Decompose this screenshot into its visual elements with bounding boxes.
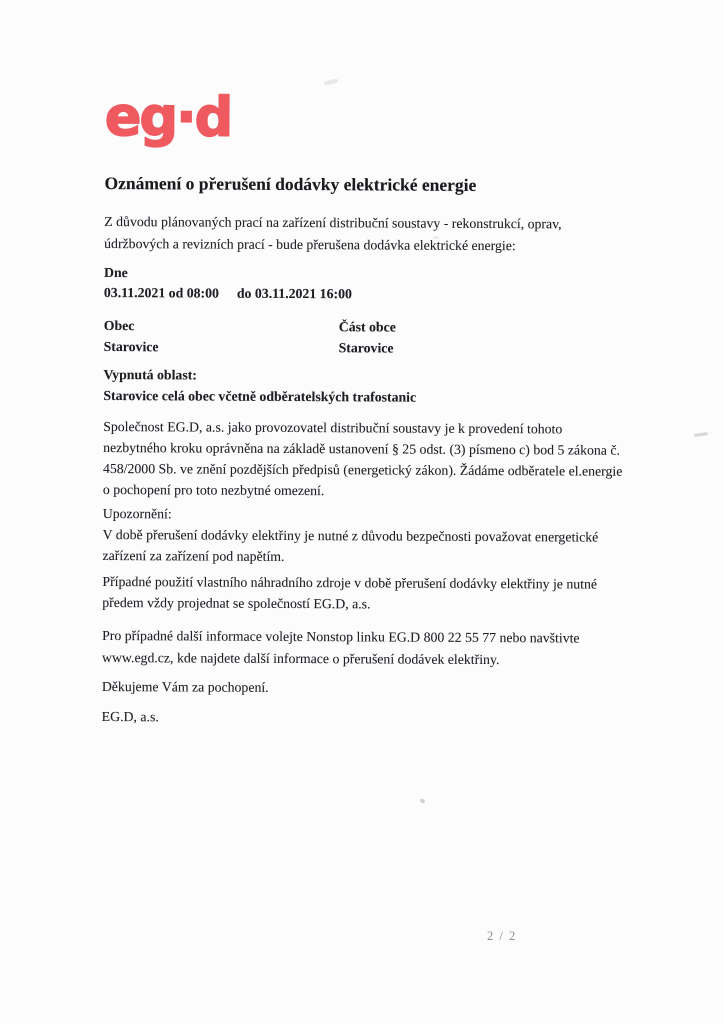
document-title: Oznámení o přerušení dodávky elektrické energie <box>104 172 477 195</box>
info-paragraph <box>102 625 652 671</box>
warning-line: zařízení za zařízení pod napětím. <box>102 547 285 564</box>
generator-line: předem vždy projednat se společností EG.D, a.s. <box>102 594 371 612</box>
thanks-line: Děkujeme Vám za pochopení. <box>101 678 269 695</box>
outage-area-value: Starovice celá obec včetně odběratelských trafostanic <box>103 387 417 405</box>
outage-area-label: Vypnutá oblast: <box>103 366 197 383</box>
legal-line: Společnost EG.D, a.s. jako provozovatel distribuční soustavy je k provedení tohoto <box>103 418 563 437</box>
district-label: Část obce <box>338 319 396 335</box>
location-values-row <box>104 336 654 359</box>
municipality-label: Obec <box>103 317 135 334</box>
warning-label: Upozornění: <box>102 505 172 522</box>
schedule-from: 03.11.2021 od 08:00 <box>103 284 219 301</box>
location-block <box>104 316 654 360</box>
outage-area-block <box>103 365 653 409</box>
scan-artifact <box>419 798 425 804</box>
egd-logo: eg·d <box>104 85 232 149</box>
generator-line: Případné použití vlastního náhradního zdroje v době přerušení dodávky elektřiny je nutné <box>102 573 598 592</box>
legal-line: o pochopení pro toto nezbytné omezení. <box>102 481 325 499</box>
schedule-to: do 03.11.2021 16:00 <box>236 285 352 302</box>
document-content <box>101 85 655 730</box>
location-labels-row <box>104 316 654 339</box>
warning-line: V době přerušení dodávky elektřiny je nutné z důvodu bezpečnosti považovat energetické <box>102 526 599 545</box>
intro-line: údržbových a revizních prací - bude přerušena dodávka elektrické energie: <box>104 235 516 253</box>
legal-paragraph <box>103 416 653 503</box>
warning-paragraph <box>102 503 652 569</box>
info-line: www.egd.cz, kde najdete další informace o přerušení dodávek elektřiny. <box>101 649 500 667</box>
info-line: Pro případné další informace volejte Nonstop linku EG.D 800 22 55 77 nebo navštivte <box>102 627 580 646</box>
municipality-value: Starovice <box>103 338 159 354</box>
generator-paragraph <box>102 571 652 616</box>
legal-line: nezbytného kroku oprávněna na základě ustanovení § 25 odst. (3) písmeno c) bod 5 zákona č. <box>103 439 620 458</box>
schedule-times <box>104 283 654 306</box>
district-value: Starovice <box>338 339 394 356</box>
signature-line: EG.D, a.s. <box>101 708 159 725</box>
outage-schedule <box>104 263 654 306</box>
scan-artifact <box>324 79 339 86</box>
intro-paragraph <box>104 211 654 257</box>
schedule-label: Dne <box>103 264 128 281</box>
scan-artifact <box>694 432 708 437</box>
legal-line: 458/2000 Sb. ve znění pozdějších předpisů (energetický zákon). Žádáme odběratele el.energie <box>102 460 623 479</box>
page-number: 2 / 2 <box>487 929 517 943</box>
intro-line: Z důvodu plánovaných prací na zařízení distribuční soustavy - rekonstrukcí, oprav, <box>104 213 562 232</box>
